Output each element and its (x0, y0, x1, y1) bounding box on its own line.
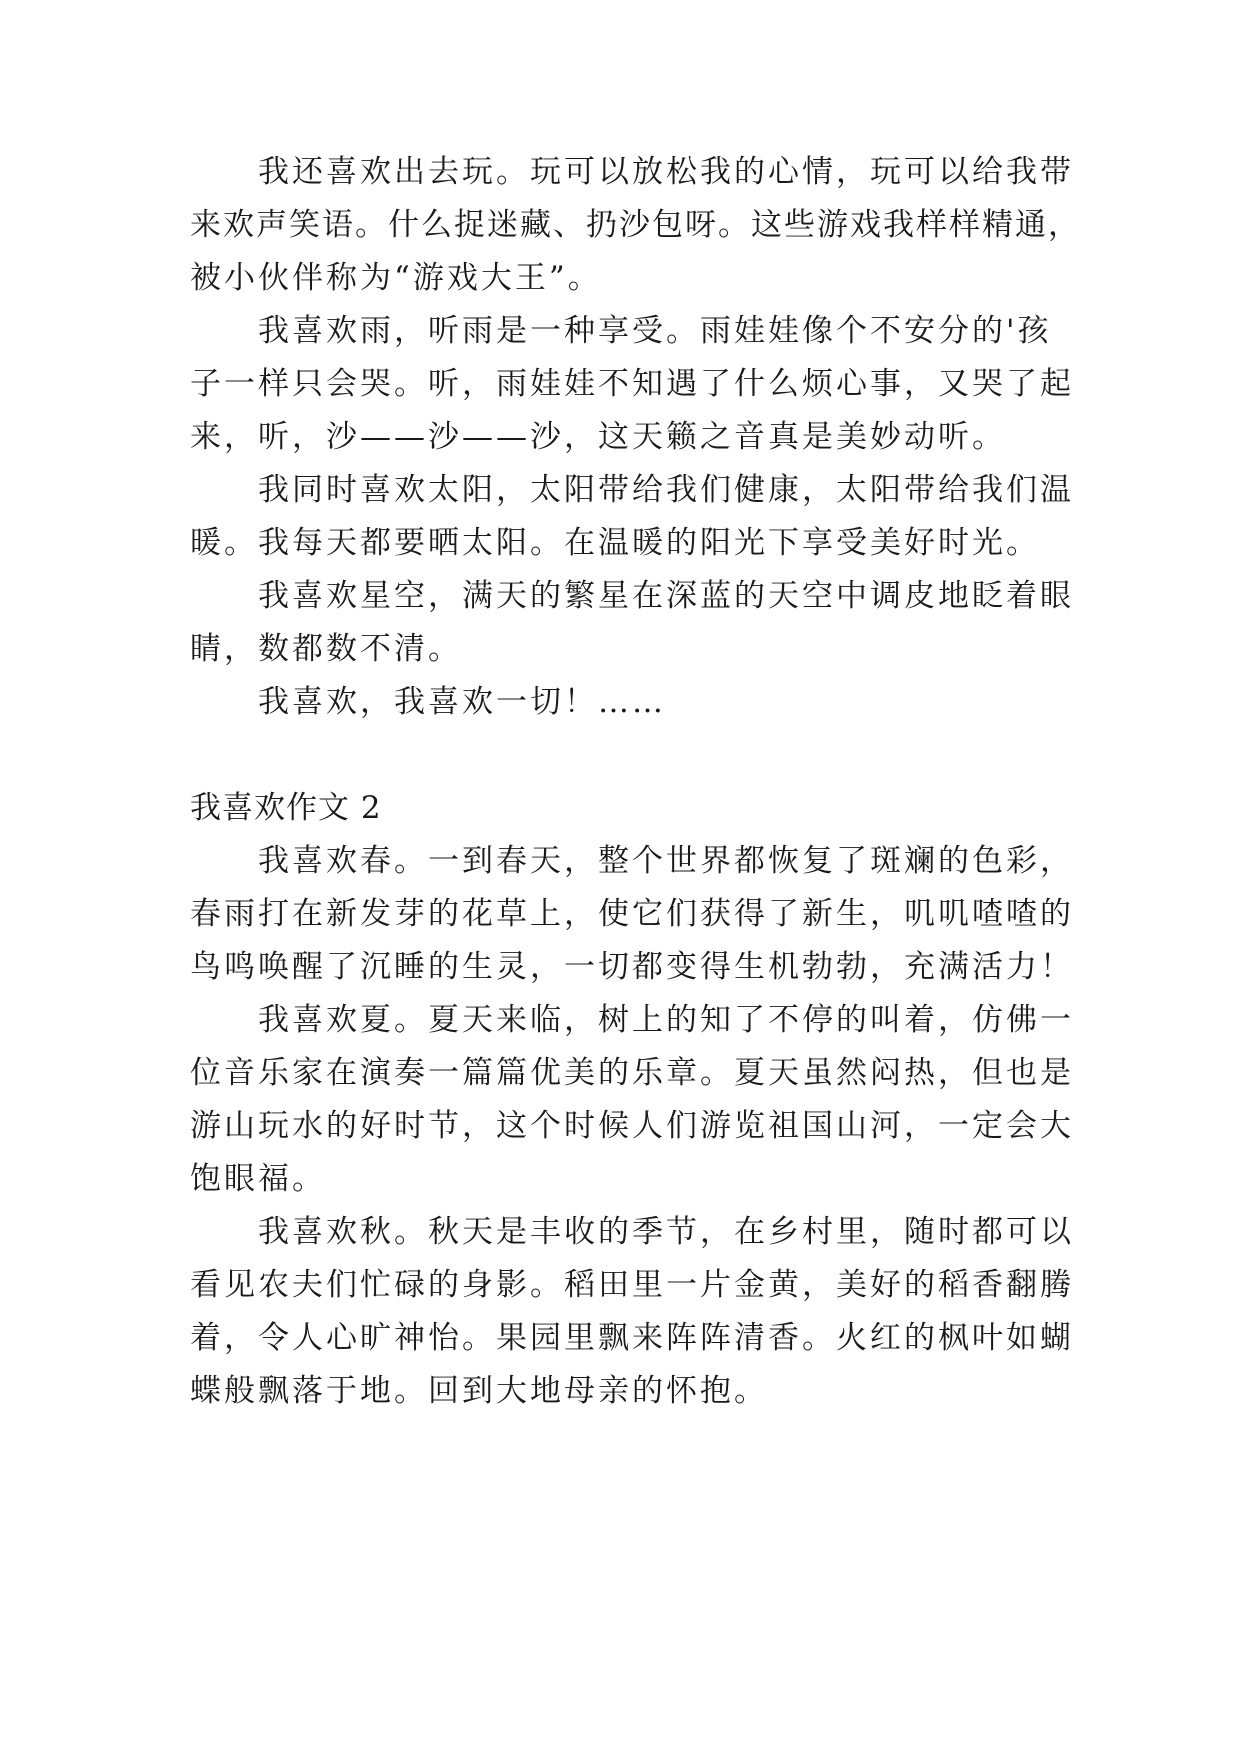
text-line: 鸟鸣唤醒了沉睡的生灵，一切都变得生机勃勃，充满活力！ (190, 949, 1074, 985)
text-line: 我喜欢星空，满天的繁星在深蓝的天空中调皮地眨着眼 (258, 578, 1074, 614)
text-line: 春雨打在新发芽的花草上，使它们获得了新生，叽叽喳喳的 (190, 896, 1074, 932)
text-line: 被小伙伴称为“游戏大王”。 (190, 260, 602, 296)
text-line: 来，听，沙——沙——沙，这天籁之音真是美妙动听。 (190, 419, 1006, 455)
text-line: 看见农夫们忙碌的身影。稻田里一片金黄，美好的稻香翻腾 (190, 1267, 1074, 1303)
text-line: 我喜欢夏。夏天来临，树上的知了不停的叫着，仿佛一 (258, 1002, 1074, 1038)
text-line: 我喜欢雨，听雨是一种享受。雨娃娃像个不安分的'孩 (258, 313, 1052, 349)
text-line: 饱眼福。 (190, 1161, 326, 1197)
text-line: 蝶般飘落于地。回到大地母亲的怀抱。 (190, 1373, 768, 1409)
text-line: 我同时喜欢太阳，太阳带给我们健康，太阳带给我们温 (258, 472, 1074, 508)
text-line: 我喜欢，我喜欢一切！…… (258, 684, 666, 720)
text-line: 暖。我每天都要晒太阳。在温暖的阳光下享受美好时光。 (190, 525, 1040, 561)
text-line: 来欢声笑语。什么捉迷藏、扔沙包呀。这些游戏我样样精通， (190, 207, 1081, 243)
text-line: 睛，数都数不清。 (190, 631, 462, 667)
text-line: 我喜欢秋。秋天是丰收的季节，在乡村里，随时都可以 (258, 1214, 1074, 1250)
text-line: 游山玩水的好时节，这个时候人们游览祖国山河，一定会大 (190, 1108, 1074, 1144)
text-line: 位音乐家在演奏一篇篇优美的乐章。夏天虽然闷热，但也是 (190, 1055, 1074, 1091)
text-line: 着，令人心旷神怡。果园里飘来阵阵清香。火红的枫叶如蝴 (190, 1320, 1074, 1356)
text-line: 我喜欢春。一到春天，整个世界都恢复了斑斓的色彩， (258, 843, 1074, 879)
section-heading: 我喜欢作文 2 (190, 790, 382, 826)
text-line: 子一样只会哭。听，雨娃娃不知遇了什么烦心事，又哭了起 (190, 366, 1074, 402)
text-line: 我还喜欢出去玩。玩可以放松我的心情，玩可以给我带 (258, 154, 1074, 190)
